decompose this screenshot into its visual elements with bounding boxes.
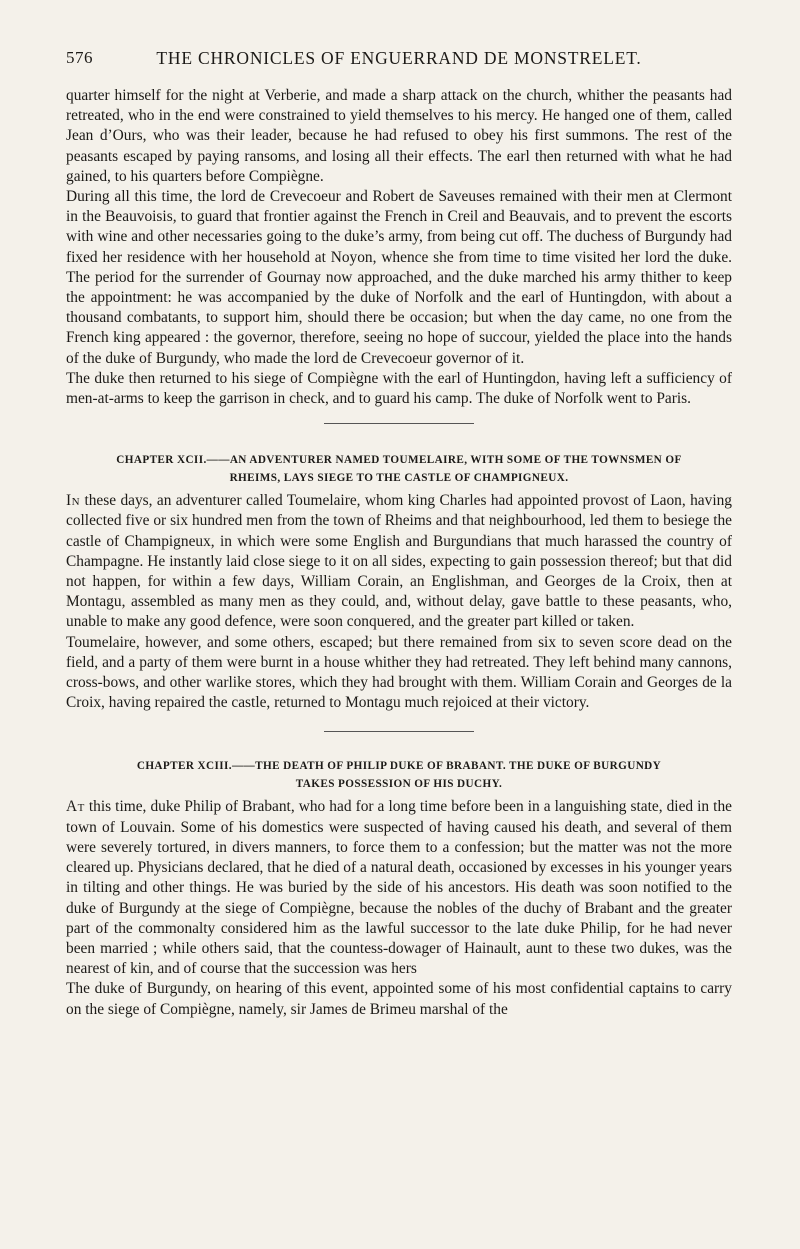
paragraph: During all this time, the lord de Crevecoeur and Robert de Saveuses remained with their men at Clermont in the Beauvoisis, to guard that frontier against the French in Creil and Beauvais, and to prevent the escorts with wine and other necessaries going to the duke’s army, from being cut off. The duchess of Burgundy had fixed her residence with her household at Noyon, whence she from time to time visited her lord the duke. The period for the surrender of Gournay now approached, and the duke marched his army thither to keep the appointment: he was accompanied by the duke of Norfolk and the earl of Huntingdon, with about a thousand combatants, to support him, should there be occasion; but when the day came, no one from the French king appeared : the governor, therefore, seeing no hope of succour, yielded the place into the hands of the duke of Burgundy, who made the lord de Crevecoeur governor of it. (66, 188, 732, 367)
paragraph (66, 491, 732, 632)
running-head (66, 48, 732, 72)
section-divider (324, 731, 474, 732)
chapter-heading (66, 451, 732, 487)
initial-word: In (66, 492, 81, 510)
page-body (66, 86, 732, 1020)
paragraph: quarter himself for the night at Verberie, and made a sharp attack on the church, whither the peasants had retreated, who in the end were constrained to yield themselves to his mercy. He hanged one of them, called Jean d’Ours, who was their leader, because he had refused to obey his first summons. The rest of the peasants escaped by paying ransoms, and losing all their effects. The earl then returned with what he had gained, to his quarters before Compiègne. (66, 87, 732, 185)
paragraph: The duke of Burgundy, on hearing of this event, appointed some of his most confidential captains to carry on the siege of Compiègne, namely, sir James de Brimeu marshal of the (66, 980, 732, 1018)
initial-word: At (66, 798, 85, 816)
paragraph: The duke then returned to his siege of Compiègne with the earl of Huntingdon, having left a sufficiency of men-at-arms to keep the garrison in check, and to guard his camp. The duke of Norfolk went to Paris. (66, 369, 732, 408)
paragraph: Toumelaire, however, and some others, escaped; but there remained from six to seven score dead on the field, and a party of them were burnt in a house whither they had retreated. They left behind many cannons, cross-bows, and other warlike stores, which they had brought with them. William Corain and Georges de la Croix, having repaired the castle, returned to Montagu much rejoiced at their victory. (66, 633, 732, 712)
page-number: 576 (66, 48, 93, 67)
paragraph (66, 797, 732, 979)
chapter-heading-line: CHAPTER XCIII.——THE DEATH OF PHILIP DUKE OF BRABANT. THE DUKE OF BURGUNDY (136, 760, 662, 773)
chapter-heading-line: CHAPTER XCII.——AN ADVENTURER NAMED TOUMELAIRE, WITH SOME OF THE TOWNSMEN OF (116, 454, 682, 467)
chapter-heading-line: TAKES POSSESSION OF HIS DUCHY. (295, 778, 503, 791)
paragraph-text: this time, duke Philip of Brabant, who had for a long time before been in a languishing state, died in the town of Louvain. Some of his domestics were suspected of having caused his death, and several of them were severely tortured, in divers manners, to force them to a confession; but the matter was not the more cleared up. Physicians declared, that he died of a natural death, occasioned by excesses in his younger years in tilting and other things. He was buried by the side of his ancestors. His death was soon notified to the duke of Burgundy at the siege of Compiègne, because the nobles of the duchy of Brabant and the greater part of the commonalty considered him as the lawful successor to the late duke Philip, for he had never been married ; while others said, that the countess-dowager of Hainault, aunt to these two dukes, was the nearest of kin, and of course that the succession was hers (66, 798, 732, 978)
running-title: THE CHRONICLES OF ENGUERRAND DE MONSTRELET. (156, 48, 642, 68)
chapter-heading (66, 757, 732, 793)
section-divider (324, 423, 474, 424)
chapter-heading-line: RHEIMS, LAYS SIEGE TO THE CASTLE OF CHAMPIGNEUX. (229, 472, 569, 485)
paragraph-text: these days, an adventurer called Toumelaire, whom king Charles had appointed provost of Laon, having collected five or six hundred men from the town of Rheims and that neighbourhood, led them to besiege the castle of Champigneux, in which were some English and Burgundians that much harassed the country of Champagne. He instantly laid close siege to it on all sides, expecting to gain possession thereof; but that did not happen, for within a few days, William Corain, an Englishman, and Georges de la Croix, then at Montagu, assembled as many men as they could, and, without delay, gave battle to these peasants, who, unable to make any good defence, were soon conquered, and the greater part killed or taken. (66, 492, 732, 631)
